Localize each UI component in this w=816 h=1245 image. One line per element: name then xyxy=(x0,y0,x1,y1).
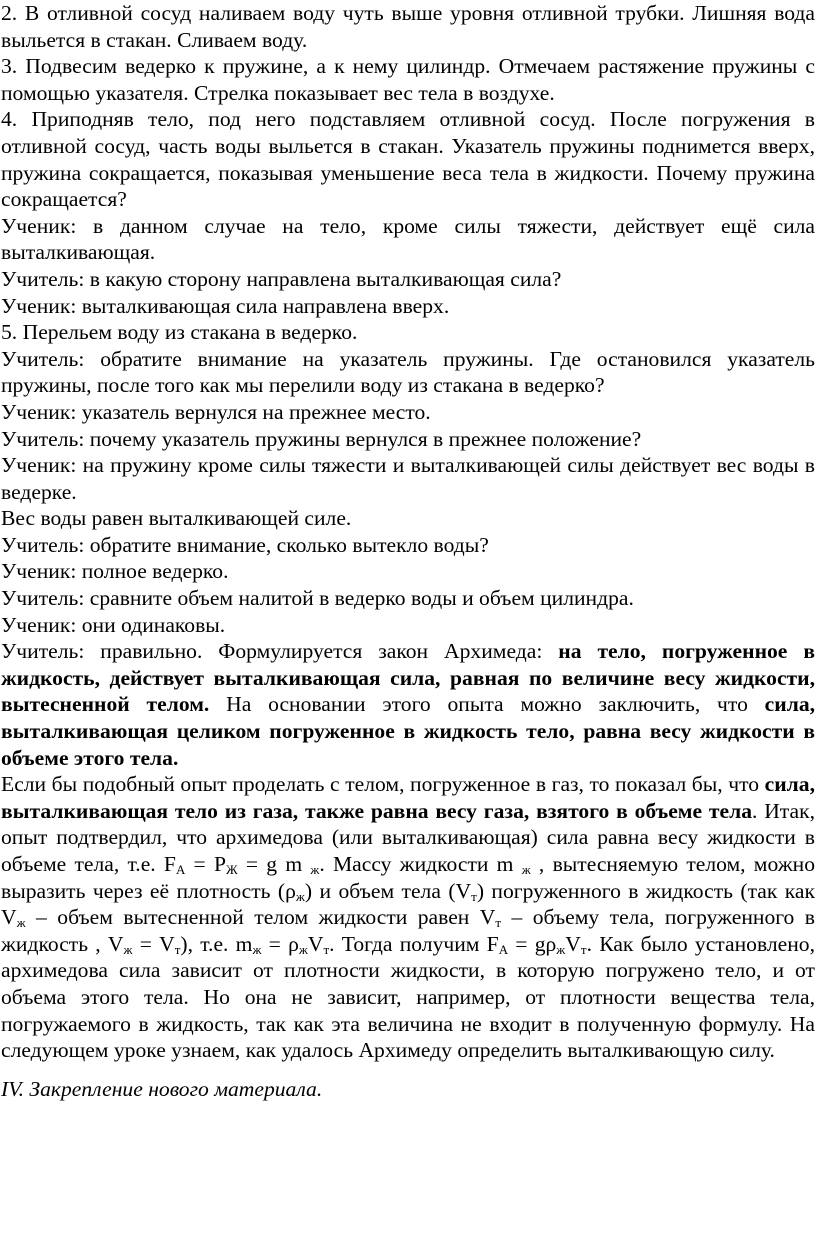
text-run: 5. Перельем воду из стакана в ведерко. xyxy=(1,320,358,345)
paragraph-step3 xyxy=(1,53,815,106)
subscript: т xyxy=(471,888,477,904)
text-run: – объему тела, погруженного в жидкость , V xyxy=(1,905,815,956)
text-run: V xyxy=(565,931,581,956)
section-gap xyxy=(1,1064,815,1076)
text-run: . Как было установлено, архимедова сила зависит от плотности жидкости, в которую погружено тело, и от объема этого тела. Но она не зависит, например, от плотности вещества тела, погружаемого в жидкость, так как эта величина не входит в полученную формулу. На следующем уроке узнаем, как удалось Архимеду определить выталкивающую силу. xyxy=(1,931,815,1063)
subscript: ж xyxy=(16,915,26,931)
bold-text: сила, выталкивающая целиком погруженное в жидкость тело, равна весу жидкости в объеме этого тела. xyxy=(1,692,816,770)
subscript: A xyxy=(498,941,509,957)
subscript: т xyxy=(174,941,181,957)
subscript: ж xyxy=(556,941,566,957)
bold-text: на тело, погруженное в жидкость, действует выталкивающая сила, равная по величине весу жидкости, вытесненной телом. xyxy=(1,639,815,717)
text-run: Учитель: обратите внимание на указатель пружины. Где остановился указатель пружины, после того как мы перелили воду из стакана в ведерко? xyxy=(1,346,815,398)
text-run: Если бы подобный опыт проделать с телом, погруженное в газ, то показал бы, что xyxy=(1,772,765,797)
text-run: 2. В отливной сосуд наливаем воду чуть выше уровня отливной трубки. Лишняя вода выльется в стакан. Сливаем воду. xyxy=(1,1,815,52)
text-run: V xyxy=(307,931,324,956)
subscript: ж xyxy=(123,941,133,957)
text-run: . Итак, опыт подтвердил, что архимедова (или выталкивающая) сила равна весу жидкости в объеме тела, т.е. F xyxy=(1,798,815,876)
text-run: = gρ xyxy=(508,931,557,956)
paragraph-gas-and-formula xyxy=(1,771,815,1064)
subscript: ж xyxy=(295,888,305,904)
paragraph-student6 xyxy=(1,612,815,639)
paragraph-student4 xyxy=(1,452,815,505)
text-run: = g m xyxy=(237,852,311,876)
text-run: ) погруженного в жидкость (так как V xyxy=(1,878,816,930)
subscript: т xyxy=(495,915,502,931)
text-run: Вес воды равен выталкивающей силе. xyxy=(1,506,352,531)
subscript: Ж xyxy=(225,862,238,877)
bold-text: сила, выталкивающая тело из газа, также равна весу газа, взятого в объеме тела xyxy=(1,772,815,823)
section-heading: IV. Закрепление нового материала. xyxy=(1,1076,323,1101)
paragraph-step2 xyxy=(1,0,815,53)
text-run: Учитель: сравните объем налитой в ведерко воды и объем цилиндра. xyxy=(1,586,634,611)
text-run: Учитель: почему указатель пружины вернулся в прежнее положение? xyxy=(1,426,642,451)
subscript: A xyxy=(175,862,186,877)
text-run: Учитель: в какую сторону направлена выталкивающая сила? xyxy=(1,266,562,291)
paragraph-teacher5 xyxy=(1,585,815,612)
text-run: Ученик: выталкивающая сила направлена вверх. xyxy=(1,293,450,318)
paragraph-student3 xyxy=(1,399,815,426)
text-run: . Массу жидкости m xyxy=(319,852,522,876)
paragraph-teacher1 xyxy=(1,266,815,293)
text-run: = P xyxy=(185,852,226,876)
text-run: Ученик: полное ведерко. xyxy=(1,559,229,584)
text-run: – объем вытесненной телом жидкости равен V xyxy=(25,905,496,930)
text-run: = ρ xyxy=(261,931,299,956)
text-run: = V xyxy=(132,931,175,956)
text-run: 4. Приподняв тело, под него подставляем отливной сосуд. После погружения в отливной сосуд, часть воды выльется в стакан. Указатель пружины поднимется вверх, пружина сокращается, показывая уменьшение веса тела в жидкости. Почему пружина сокращается? xyxy=(1,107,815,212)
subscript: т xyxy=(323,941,330,957)
paragraph-teacher3 xyxy=(1,426,815,453)
text-run: , вытесняемую телом, можно выразить через её плотность (ρ xyxy=(1,852,815,903)
paragraph-teacher4 xyxy=(1,532,815,559)
paragraph-weight-statement xyxy=(1,505,815,532)
subscript: ж xyxy=(252,941,262,957)
text-run: На основании этого опыта можно заключить, что xyxy=(209,692,765,717)
text-run: Ученик: они одинаковы. xyxy=(1,612,226,637)
paragraph-student2 xyxy=(1,293,815,320)
paragraph-student5 xyxy=(1,558,815,585)
subscript: ж xyxy=(310,862,320,877)
text-run: ) и объем тела (V xyxy=(304,878,472,903)
text-run: Ученик: указатель вернулся на прежнее место. xyxy=(1,399,431,424)
text-run: Ученик: в данном случае на тело, кроме силы тяжести, действует ещё сила выталкивающая. xyxy=(1,213,815,265)
text-run: 3. Подвесим ведерко к пружине, а к нему цилиндр. Отмечаем растяжение пружины с помощью указателя. Стрелка показывает вес тела в воздухе. xyxy=(1,54,815,105)
document-body xyxy=(1,0,815,1064)
text-run: Учитель: обратите внимание, сколько вытекло воды? xyxy=(1,532,489,557)
paragraph-step5 xyxy=(1,319,815,346)
paragraph-teacher2 xyxy=(1,346,815,399)
subscript: т xyxy=(580,941,587,957)
text-run: Ученик: на пружину кроме силы тяжести и выталкивающей силы действует вес воды в ведерке. xyxy=(1,453,815,504)
paragraph-student1 xyxy=(1,213,815,266)
paragraph-step4 xyxy=(1,106,815,212)
text-run: Учитель: правильно. Формулируется закон Архимеда: xyxy=(1,639,559,664)
text-run: . Тогда получим F xyxy=(329,931,499,956)
subscript: ж xyxy=(521,862,531,877)
text-run: ), т.е. m xyxy=(180,931,253,956)
subscript: ж xyxy=(298,941,308,957)
paragraph-teacher6-law xyxy=(1,638,815,771)
